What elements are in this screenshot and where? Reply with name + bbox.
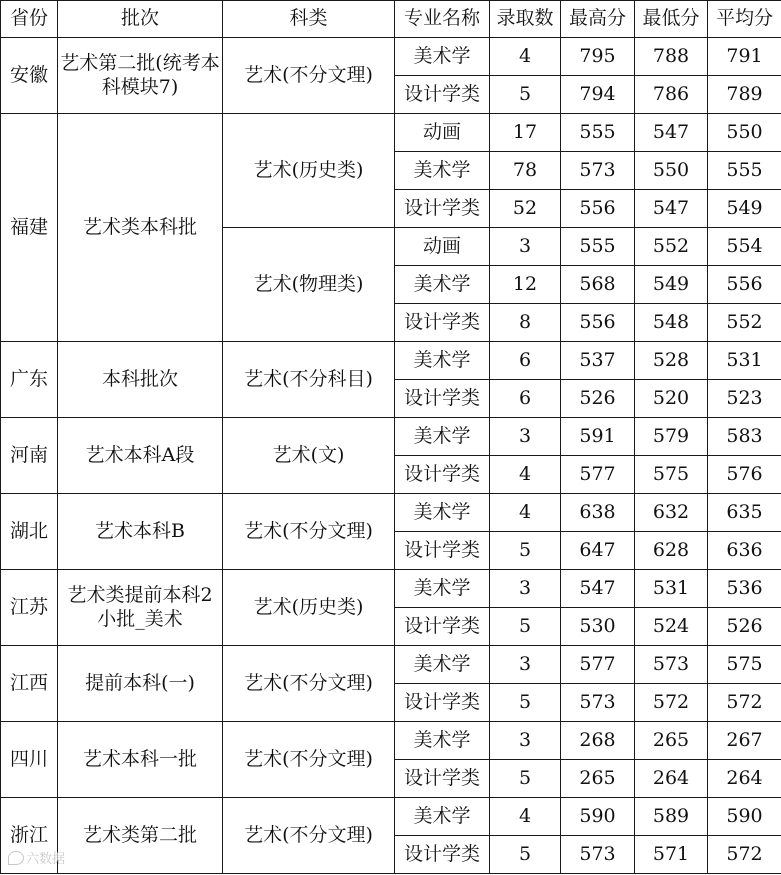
min-score-cell: 628 (635, 532, 708, 570)
admitted-count-cell: 5 (490, 608, 561, 646)
admitted-count-cell: 12 (490, 266, 561, 304)
min-score-cell: 549 (635, 266, 708, 304)
header-category: 科类 (223, 1, 395, 38)
header-row (1, 1, 781, 38)
min-score-cell: 524 (635, 608, 708, 646)
major-cell: 美术学 (395, 494, 490, 532)
max-score-cell: 573 (561, 152, 635, 190)
min-score-cell: 579 (635, 418, 708, 456)
province-cell: 安徽 (1, 38, 58, 114)
max-score-cell: 794 (561, 76, 635, 114)
category-cell: 艺术(历史类) (223, 114, 395, 228)
major-cell: 设计学类 (395, 190, 490, 228)
avg-score-cell: 554 (708, 228, 781, 266)
major-cell: 设计学类 (395, 532, 490, 570)
min-score-cell: 548 (635, 304, 708, 342)
table-header (1, 1, 781, 38)
max-score-cell: 577 (561, 456, 635, 494)
min-score-cell: 571 (635, 836, 708, 874)
min-score-cell: 531 (635, 570, 708, 608)
min-score-cell: 788 (635, 38, 708, 76)
batch-cell: 艺术类本科批 (58, 114, 223, 342)
avg-score-cell: 550 (708, 114, 781, 152)
min-score-cell: 572 (635, 684, 708, 722)
admitted-count-cell: 17 (490, 114, 561, 152)
major-cell: 设计学类 (395, 760, 490, 798)
min-score-cell: 265 (635, 722, 708, 760)
table-row (1, 646, 781, 684)
avg-score-cell: 552 (708, 304, 781, 342)
avg-score-cell: 536 (708, 570, 781, 608)
category-cell: 艺术(不分文理) (223, 722, 395, 798)
avg-score-cell: 549 (708, 190, 781, 228)
category-cell: 艺术(不分文理) (223, 38, 395, 114)
admitted-count-cell: 8 (490, 304, 561, 342)
watermark-text: 六数据 (26, 852, 66, 867)
admitted-count-cell: 3 (490, 228, 561, 266)
category-cell: 艺术(物理类) (223, 228, 395, 342)
header-major: 专业名称 (395, 1, 490, 38)
admitted-count-cell: 6 (490, 342, 561, 380)
major-cell: 设计学类 (395, 456, 490, 494)
admitted-count-cell: 5 (490, 760, 561, 798)
category-cell: 艺术(不分科目) (223, 342, 395, 418)
avg-score-cell: 572 (708, 836, 781, 874)
province-cell: 湖北 (1, 494, 58, 570)
admitted-count-cell: 78 (490, 152, 561, 190)
category-cell: 艺术(不分文理) (223, 646, 395, 722)
major-cell: 美术学 (395, 570, 490, 608)
province-cell: 广东 (1, 342, 58, 418)
major-cell: 设计学类 (395, 608, 490, 646)
max-score-cell: 573 (561, 684, 635, 722)
avg-score-cell: 575 (708, 646, 781, 684)
category-cell: 艺术(不分文理) (223, 494, 395, 570)
major-cell: 美术学 (395, 266, 490, 304)
major-cell: 美术学 (395, 342, 490, 380)
avg-score-cell: 526 (708, 608, 781, 646)
header-avg-score: 平均分 (708, 1, 781, 38)
max-score-cell: 537 (561, 342, 635, 380)
min-score-cell: 575 (635, 456, 708, 494)
batch-cell: 艺术本科A段 (58, 418, 223, 494)
avg-score-cell: 590 (708, 798, 781, 836)
chat-bubble-icon (8, 851, 24, 865)
table-row (1, 114, 781, 152)
avg-score-cell: 267 (708, 722, 781, 760)
major-cell: 美术学 (395, 722, 490, 760)
avg-score-cell: 556 (708, 266, 781, 304)
avg-score-cell: 635 (708, 494, 781, 532)
admitted-count-cell: 3 (490, 570, 561, 608)
table-row (1, 570, 781, 608)
batch-cell: 提前本科(一) (58, 646, 223, 722)
batch-cell: 艺术第二批(统考本科模块7) (58, 38, 223, 114)
max-score-cell: 265 (561, 760, 635, 798)
province-cell: 江苏 (1, 570, 58, 646)
admitted-count-cell: 4 (490, 494, 561, 532)
avg-score-cell: 523 (708, 380, 781, 418)
min-score-cell: 528 (635, 342, 708, 380)
admitted-count-cell: 4 (490, 456, 561, 494)
min-score-cell: 552 (635, 228, 708, 266)
min-score-cell: 547 (635, 190, 708, 228)
table-row (1, 494, 781, 532)
max-score-cell: 591 (561, 418, 635, 456)
major-cell: 设计学类 (395, 380, 490, 418)
table-row (1, 722, 781, 760)
province-cell: 福建 (1, 114, 58, 342)
min-score-cell: 589 (635, 798, 708, 836)
max-score-cell: 556 (561, 190, 635, 228)
batch-cell: 艺术类第二批 (58, 798, 223, 874)
major-cell: 美术学 (395, 798, 490, 836)
major-cell: 美术学 (395, 418, 490, 456)
table-row (1, 38, 781, 76)
avg-score-cell: 583 (708, 418, 781, 456)
avg-score-cell: 264 (708, 760, 781, 798)
min-score-cell: 547 (635, 114, 708, 152)
avg-score-cell: 572 (708, 684, 781, 722)
table-row (1, 798, 781, 836)
admitted-count-cell: 5 (490, 532, 561, 570)
admitted-count-cell: 52 (490, 190, 561, 228)
category-cell: 艺术(不分文理) (223, 798, 395, 874)
max-score-cell: 530 (561, 608, 635, 646)
major-cell: 美术学 (395, 38, 490, 76)
admitted-count-cell: 5 (490, 684, 561, 722)
major-cell: 动画 (395, 114, 490, 152)
category-cell: 艺术(历史类) (223, 570, 395, 646)
category-cell: 艺术(文) (223, 418, 395, 494)
max-score-cell: 555 (561, 114, 635, 152)
major-cell: 设计学类 (395, 76, 490, 114)
province-cell: 江西 (1, 646, 58, 722)
max-score-cell: 638 (561, 494, 635, 532)
admitted-count-cell: 3 (490, 418, 561, 456)
major-cell: 设计学类 (395, 304, 490, 342)
min-score-cell: 573 (635, 646, 708, 684)
major-cell: 美术学 (395, 152, 490, 190)
major-cell: 设计学类 (395, 836, 490, 874)
min-score-cell: 520 (635, 380, 708, 418)
batch-cell: 本科批次 (58, 342, 223, 418)
table-body (1, 38, 781, 874)
max-score-cell: 795 (561, 38, 635, 76)
max-score-cell: 555 (561, 228, 635, 266)
max-score-cell: 577 (561, 646, 635, 684)
header-min-score: 最低分 (635, 1, 708, 38)
admitted-count-cell: 5 (490, 836, 561, 874)
avg-score-cell: 636 (708, 532, 781, 570)
avg-score-cell: 555 (708, 152, 781, 190)
min-score-cell: 550 (635, 152, 708, 190)
province-cell: 浙江 (1, 798, 58, 874)
avg-score-cell: 576 (708, 456, 781, 494)
avg-score-cell: 791 (708, 38, 781, 76)
major-cell: 动画 (395, 228, 490, 266)
admitted-count-cell: 4 (490, 38, 561, 76)
province-cell: 河南 (1, 418, 58, 494)
max-score-cell: 547 (561, 570, 635, 608)
watermark (8, 848, 65, 867)
avg-score-cell: 789 (708, 76, 781, 114)
header-province: 省份 (1, 1, 58, 38)
header-admitted-count: 录取数 (490, 1, 561, 38)
admitted-count-cell: 3 (490, 722, 561, 760)
table-row (1, 418, 781, 456)
avg-score-cell: 531 (708, 342, 781, 380)
max-score-cell: 647 (561, 532, 635, 570)
batch-cell: 艺术本科B (58, 494, 223, 570)
max-score-cell: 526 (561, 380, 635, 418)
min-score-cell: 264 (635, 760, 708, 798)
max-score-cell: 568 (561, 266, 635, 304)
min-score-cell: 786 (635, 76, 708, 114)
max-score-cell: 590 (561, 798, 635, 836)
max-score-cell: 268 (561, 722, 635, 760)
header-batch: 批次 (58, 1, 223, 38)
admitted-count-cell: 6 (490, 380, 561, 418)
header-max-score: 最高分 (561, 1, 635, 38)
major-cell: 美术学 (395, 646, 490, 684)
admitted-count-cell: 3 (490, 646, 561, 684)
major-cell: 设计学类 (395, 684, 490, 722)
admitted-count-cell: 4 (490, 798, 561, 836)
max-score-cell: 556 (561, 304, 635, 342)
max-score-cell: 573 (561, 836, 635, 874)
admitted-count-cell: 5 (490, 76, 561, 114)
batch-cell: 艺术本科一批 (58, 722, 223, 798)
province-cell: 四川 (1, 722, 58, 798)
batch-cell: 艺术类提前本科2小批_美术 (58, 570, 223, 646)
min-score-cell: 632 (635, 494, 708, 532)
table-row (1, 342, 781, 380)
